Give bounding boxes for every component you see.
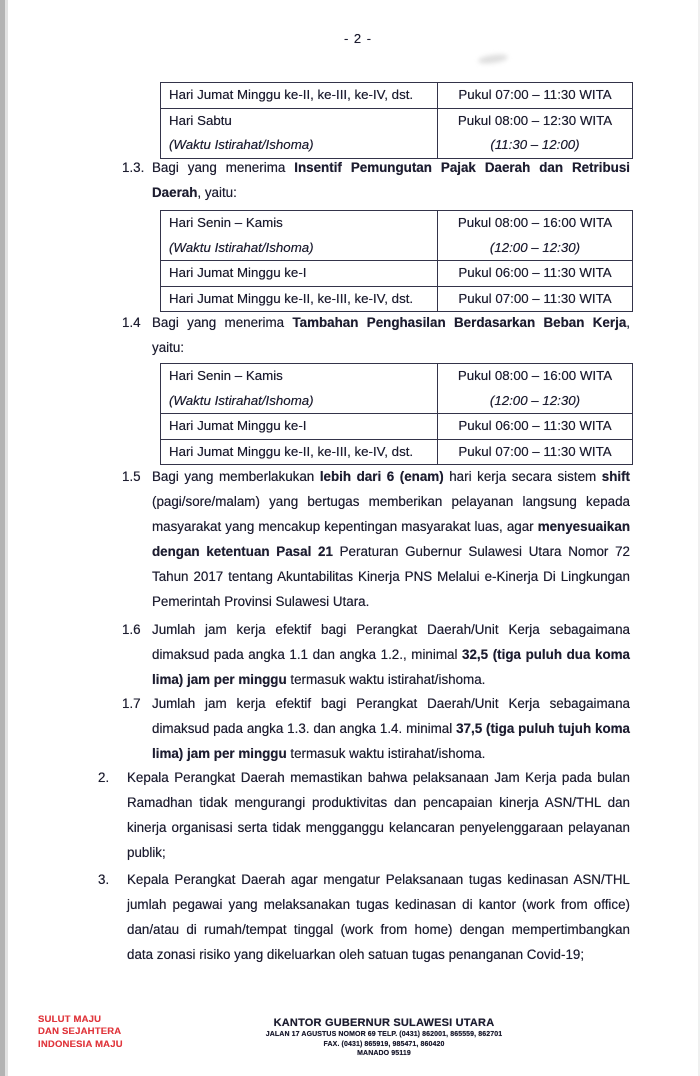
text-segment: Bagi yang memberlakukan <box>152 469 320 484</box>
footer-address-line: JALAN 17 AGUSTUS NOMOR 69 TELP. (0431) 862001, 865559, 862701 <box>265 1031 503 1038</box>
table-row <box>161 83 633 109</box>
footer-office-block <box>228 1016 540 1059</box>
item-text <box>152 617 630 692</box>
text-segment: Bagi yang menerima <box>152 315 293 330</box>
day-cell: Hari Jumat Minggu ke-II, ke-III, ke-IV, dst. <box>169 87 414 102</box>
footer-motto <box>38 1014 123 1051</box>
item-number: 1.6 <box>122 622 141 637</box>
list-item-3 <box>98 867 630 967</box>
break-time: (12:00 – 12:30) <box>489 239 581 255</box>
list-item-1-7 <box>122 691 630 766</box>
day-cell: Hari Jumat Minggu ke-II, ke-III, ke-IV, dst. <box>169 443 414 459</box>
text-segment: 37,5 (tiga puluh tujuh koma lima) jam per minggu <box>152 721 630 761</box>
time-cell: Pukul 06:00 – 11:30 WITA <box>458 265 612 280</box>
day-cell: Hari Senin – Kamis <box>169 215 283 230</box>
day-cell: Hari Senin – Kamis <box>169 368 283 383</box>
footer-office-name: KANTOR GUBERNUR SULAWESI UTARA <box>273 1017 495 1029</box>
day-cell: Hari Sabtu <box>169 112 232 128</box>
text-segment: , yaitu: <box>197 185 237 200</box>
text-segment: , yaitu: <box>152 315 630 355</box>
text-segment: Insentif Pemungutan Pajak Daerah dan Retribusi Daerah <box>152 160 631 200</box>
text-segment: menyesuaikan dengan ketentuan Pasal 21 <box>152 519 630 559</box>
time-cell: Pukul 08:00 – 16:00 WITA <box>457 368 613 383</box>
scan-edge-strip-light <box>5 0 8 1076</box>
footer-address-line: FAX. (0431) 865919, 985471, 860420 <box>323 1040 445 1048</box>
day-cell: Hari Jumat Minggu ke-I <box>169 418 307 433</box>
item-text <box>152 691 630 766</box>
item-number: 1.3. <box>122 160 145 175</box>
text-segment: (pagi/sore/malam) yang bertugas memberikan pelayanan langsung kepada masyarakat yang mencakup kepentingan masyarakat luas, agar <box>152 494 630 534</box>
text-segment: Kepala Perangkat Daerah agar mengatur Pelaksanaan tugas kedinasan ASN/THL jumlah pegawai yang melaksanakan tugas kedinasan di kantor (work from office) dan/atau di rumah/tempat tinggal (work from home) dengan mempertimbangkan data zonasi risiko yang dikeluarkan oleh satuan tugas penanganan Covid-19; <box>127 872 630 962</box>
list-item-1-3 <box>122 155 630 205</box>
list-item-2 <box>98 765 630 865</box>
time-cell: Pukul 07:00 – 11:30 WITA <box>458 290 612 306</box>
text-segment: Kepala Perangkat Daerah memastikan bahwa pelaksanaan Jam Kerja pada bulan Ramadhan tidak mengurangi produktivitas dan pencapaian kinerja ASN/THL dan kinerja organisasi serta tidak mengganggu kelancaran penyelenggaraan pelayanan publik; <box>127 770 630 860</box>
item-text <box>127 867 630 967</box>
item-text <box>152 310 630 360</box>
item-text <box>152 155 630 205</box>
time-cell: Pukul 07:00 – 11:30 WITA <box>458 443 612 459</box>
text-segment: lebih dari 6 (enam) <box>319 469 444 484</box>
motto-line: INDONESIA MAJU <box>38 1038 123 1050</box>
text-segment: Tambahan Penghasilan Berdasarkan Beban Kerja <box>292 315 627 330</box>
schedule-table-continuation <box>160 82 633 159</box>
table-row <box>161 211 633 261</box>
item-number: 1.7 <box>122 696 141 711</box>
text-segment: termasuk waktu istirahat/ishoma. <box>286 746 486 761</box>
day-cell: Hari Jumat Minggu ke-I <box>169 265 307 280</box>
scan-smudge <box>478 53 509 65</box>
table-row <box>161 364 633 414</box>
item-text <box>152 464 630 614</box>
list-item-1-4 <box>122 310 630 360</box>
motto-line: DAN SEJAHTERA <box>38 1026 122 1038</box>
item-number: 1.5 <box>122 469 141 484</box>
text-segment: shift <box>601 469 631 484</box>
motto-line: SULUT MAJU <box>38 1014 102 1025</box>
break-label: (Waktu Istirahat/Ishoma) <box>169 392 314 408</box>
text-segment: hari kerja secara sistem <box>443 469 602 484</box>
item-number: 3. <box>98 872 110 887</box>
day-cell: Hari Jumat Minggu ke-II, ke-III, ke-IV, dst. <box>169 290 414 306</box>
break-time: (11:30 – 12:00) <box>490 137 580 152</box>
table-row <box>161 439 633 465</box>
table-row <box>161 286 633 312</box>
item-number: 2. <box>98 770 110 785</box>
table-row <box>161 108 633 158</box>
time-cell: Pukul 06:00 – 11:30 WITA <box>458 418 612 433</box>
time-cell: Pukul 07:00 – 11:30 WITA <box>458 87 612 102</box>
table-row <box>161 261 633 287</box>
text-segment: 32,5 (tiga puluh dua koma lima) jam per minggu <box>152 647 630 687</box>
footer-address-line: MANADO 95119 <box>357 1050 411 1058</box>
text-segment: termasuk waktu istirahat/ishoma. <box>286 672 486 687</box>
page-number: - 2 - <box>343 31 373 46</box>
text-segment: Jumlah jam kerja efektif bagi Perangkat Daerah/Unit Kerja sebagaimana dimaksud pada angka 1.3. dan angka 1.4. minimal <box>152 696 630 736</box>
break-label: (Waktu Istirahat/Ishoma) <box>169 239 314 255</box>
time-cell: Pukul 08:00 – 16:00 WITA <box>457 215 613 230</box>
list-item-1-6 <box>122 617 630 692</box>
schedule-table-insentif <box>160 210 633 312</box>
item-text <box>127 765 630 865</box>
text-segment: Jumlah jam kerja efektif bagi Perangkat Daerah/Unit Kerja sebagaimana dimaksud pada angka 1.1 dan angka 1.2., minimal <box>152 622 630 662</box>
text-segment: Bagi yang menerima <box>152 160 295 175</box>
break-label: (Waktu Istirahat/Ishoma) <box>169 137 314 152</box>
time-cell: Pukul 08:00 – 12:30 WITA <box>457 112 613 128</box>
break-time: (12:00 – 12:30) <box>489 392 581 408</box>
table-row <box>161 414 633 440</box>
text-segment: Peraturan Gubernur Sulawesi Utara Nomor 72 Tahun 2017 tentang Akuntabilitas Kinerja PNS Melalui e-Kinerja Di Lingkungan Pemerintah Provinsi Sulawesi Utara. <box>152 544 630 609</box>
schedule-table-beban-kerja <box>160 363 633 465</box>
item-number: 1.4 <box>122 315 141 330</box>
list-item-1-5 <box>122 464 630 614</box>
